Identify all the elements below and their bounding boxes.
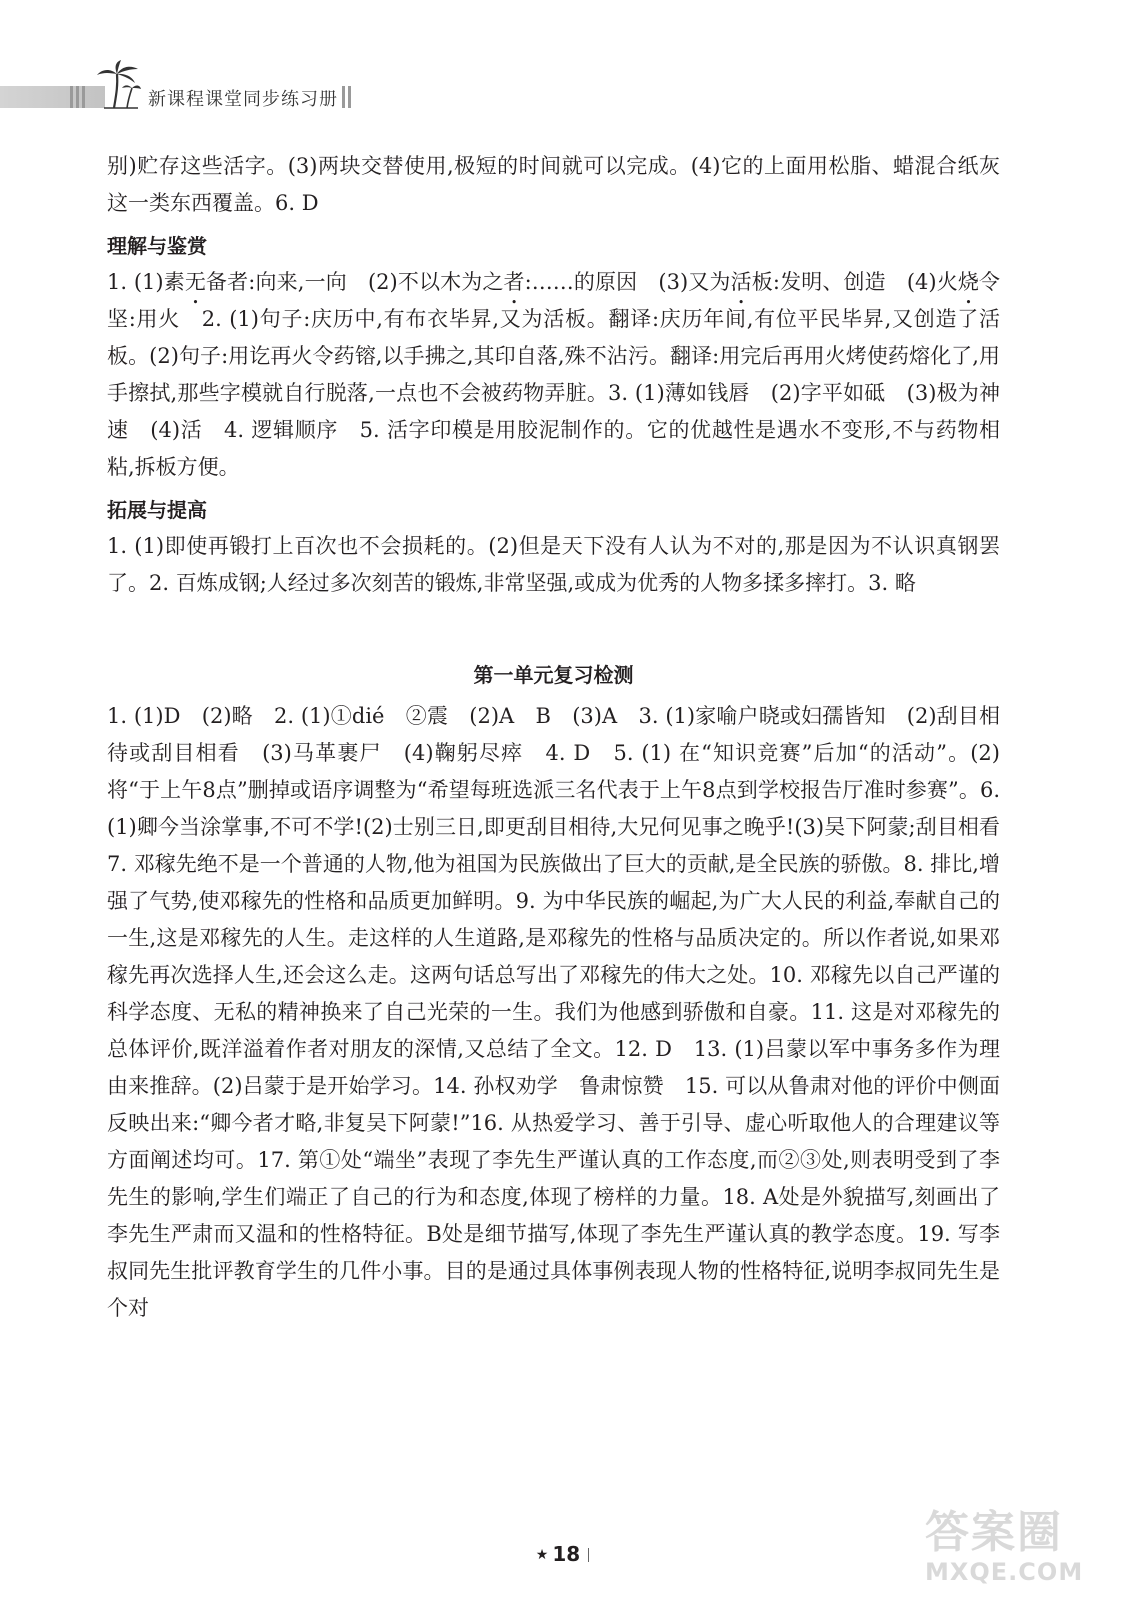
text-run: 备者:向来,一向 (2)不以木为之 [206,270,504,294]
page-content [107,148,1021,1327]
comprehension-answers [107,264,1000,486]
text-run: 令坚:用火 2. (1)句子:庆历中,有布衣毕昇,又为活板。翻译:庆历年间,有位平民毕昇,又创造了活板。(2)句子:用讫再火令药镕,以手拂之,其印自落,殊不沾污。翻译:用完后再用火烤使药熔化了,用手擦拭,那些字模就自行脱落,一点也不会被药物弄脏。3. (1)薄如钱唇 (2)字平如砥 (3)极为神速 (4)活 4. 逻辑顺序 5. 活字印模是用胶泥制作的。它的优越性是遇水不变形,不与药物相粘,拆板方便。 [107,270,1001,479]
page-number-value: 18 [552,1542,581,1566]
dotted-char: 活 [730,270,752,294]
intro-paragraph: 别)贮存这些活字。(3)两块交替使用,极短的时间就可以完成。(4)它的上面用松脂、蜡混合纸灰这一类东西覆盖。6. D [107,154,1000,215]
unit-review-answers: 1. (1)D (2)略 2. (1)①dié ②震 (2)A B (3)A 3. (1)家喻户晓或妇孺皆知 (2)刮目相待或刮目相看 (3)马革裹尸 (4)鞠躬尽瘁 4. D 5. (1) 在“知识竞赛”后加“的活动”。(2)将“于上午8点”删掉或语序调整为“希望每班选派三名代表于上午8点到学校报告厅准时参赛”。6. (1)卿今当涂掌事,不可不学!(2)士别三日,即更刮目相待,大兄何见事之晚乎!(3)吴下阿蒙;刮目相看 7. 邓稼先绝不是一个普通的人物,他为祖国为民族做出了巨大的贡献,是全民族的骄傲。8. 排比,增强了气势,使邓稼先的性格和品质更加鲜明。9. 为中华民族的崛起,为广大人民的利益,奉献自己的一生,这是邓稼先的人生。走这样的人生道路,是邓稼先的性格与品质决定的。所以作者说,如果邓稼先再次选择人生,还会这么走。这两句话总写出了邓稼先的伟大之处。10. 邓稼先以自己严谨的科学态度、无私的精神换来了自己光荣的一生。我们为他感到骄傲和自豪。11. 这是对邓稼先的总体评价,既洋溢着作者对朋友的深情,又总结了全文。12. D 13. (1)吕蒙以军中事务多作为理由来推辞。(2)吕蒙于是开始学习。14. 孙权劝学 鲁肃惊赞 15. 可以从鲁肃对他的评价中侧面反映出来:“卿今者才略,非复吴下阿蒙!”16. 从热爱学习、善于引导、虚心听取他人的合理建议等方面阐述均可。17. 第①处“端坐”表现了李先生严谨认真的工作态度,而②③处,则表明受到了李先生的影响,学生们端正了自己的行为和态度,体现了榜样的力量。18. A处是外貌描写,刻画出了李先生严肃而又温和的性格特征。B处是细节描写,体现了李先生严谨认真的教学态度。19. 写李叔同先生批评教育学生的几件小事。目的是通过具体事例表现人物的性格特征,说明李叔同先生是个对 [107,704,1021,1320]
text-run: 1. (1)素 [107,270,185,294]
section-title-extension: 拓展与提高 [107,498,207,522]
section-title-comprehension: 理解与鉴赏 [107,234,207,258]
dotted-char: 无 [184,270,207,294]
text-run: 板:发明、创造 (4)火 [751,270,958,294]
header-gray-band [0,86,105,108]
book-title: 新课程课堂同步练习册 [148,89,338,110]
text-run: :……的原因 (3)又为 [524,270,731,294]
running-header [0,60,1125,120]
star-icon: ★ [535,1547,549,1563]
dotted-char: 者 [503,270,525,294]
page-number [536,1542,589,1566]
watermark-cn: 答案圈 [925,1507,1063,1558]
header-bars-left [70,86,88,108]
extension-answers: 1. (1)即使再锻打上百次也不会损耗的。(2)但是天下没有人认为不对的,那是因为不认识真钢罢了。2. 百炼成钢;人经过多次刻苦的锻炼,非常坚强,或成为优秀的人物多揉多摔打。3. 略 [107,534,1000,595]
watermark-en: MXQE.COM [925,1558,1084,1586]
footer-divider [588,1548,589,1562]
header-bars-right [342,86,354,108]
watermark-logo [925,1508,1115,1592]
unit-review-title: 第一单元复习检测 [473,663,634,687]
dotted-char: 烧 [957,270,980,294]
palm-tree-icon [94,60,142,110]
